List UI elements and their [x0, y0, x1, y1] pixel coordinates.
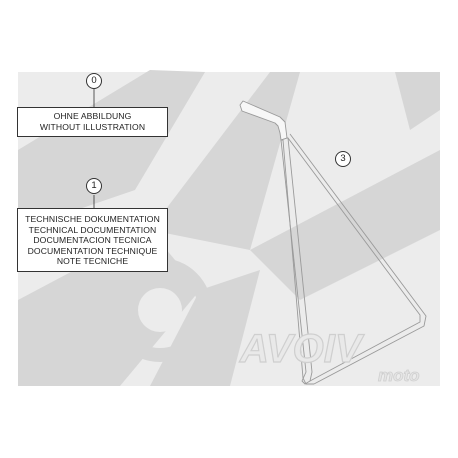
callout-1-line-3: DOCUMENTACION TECNICA: [33, 235, 152, 246]
watermark-logo-text: AVOIV: [240, 327, 362, 371]
callout-1-line-5: NOTE TECNICHE: [56, 256, 129, 267]
callout-1-line-1: TECHNISCHE DOKUMENTATION: [25, 214, 160, 224]
callout-1-line-4: DOCUMENTATION TECHNIQUE: [27, 245, 158, 256]
callout-1-line-2: TECHNICAL DOCUMENTATION: [28, 224, 157, 235]
callout-1-badge: [86, 178, 102, 194]
callout-0-badge: [86, 73, 102, 89]
callout-0-line-2: WITHOUT ILLUSTRATION: [39, 121, 146, 132]
callout-0-number: 0: [91, 75, 97, 86]
callout-3-number: 3: [340, 153, 346, 164]
callout-0-line-1: OHNE ABBILDUNG: [53, 111, 132, 121]
callout-1-number: 1: [91, 180, 97, 191]
watermark-logo-subtext: moto: [378, 366, 420, 385]
callout-0-label-box: [17, 107, 168, 137]
callout-1-label-box: [17, 208, 168, 272]
callout-3-badge: [335, 151, 351, 167]
